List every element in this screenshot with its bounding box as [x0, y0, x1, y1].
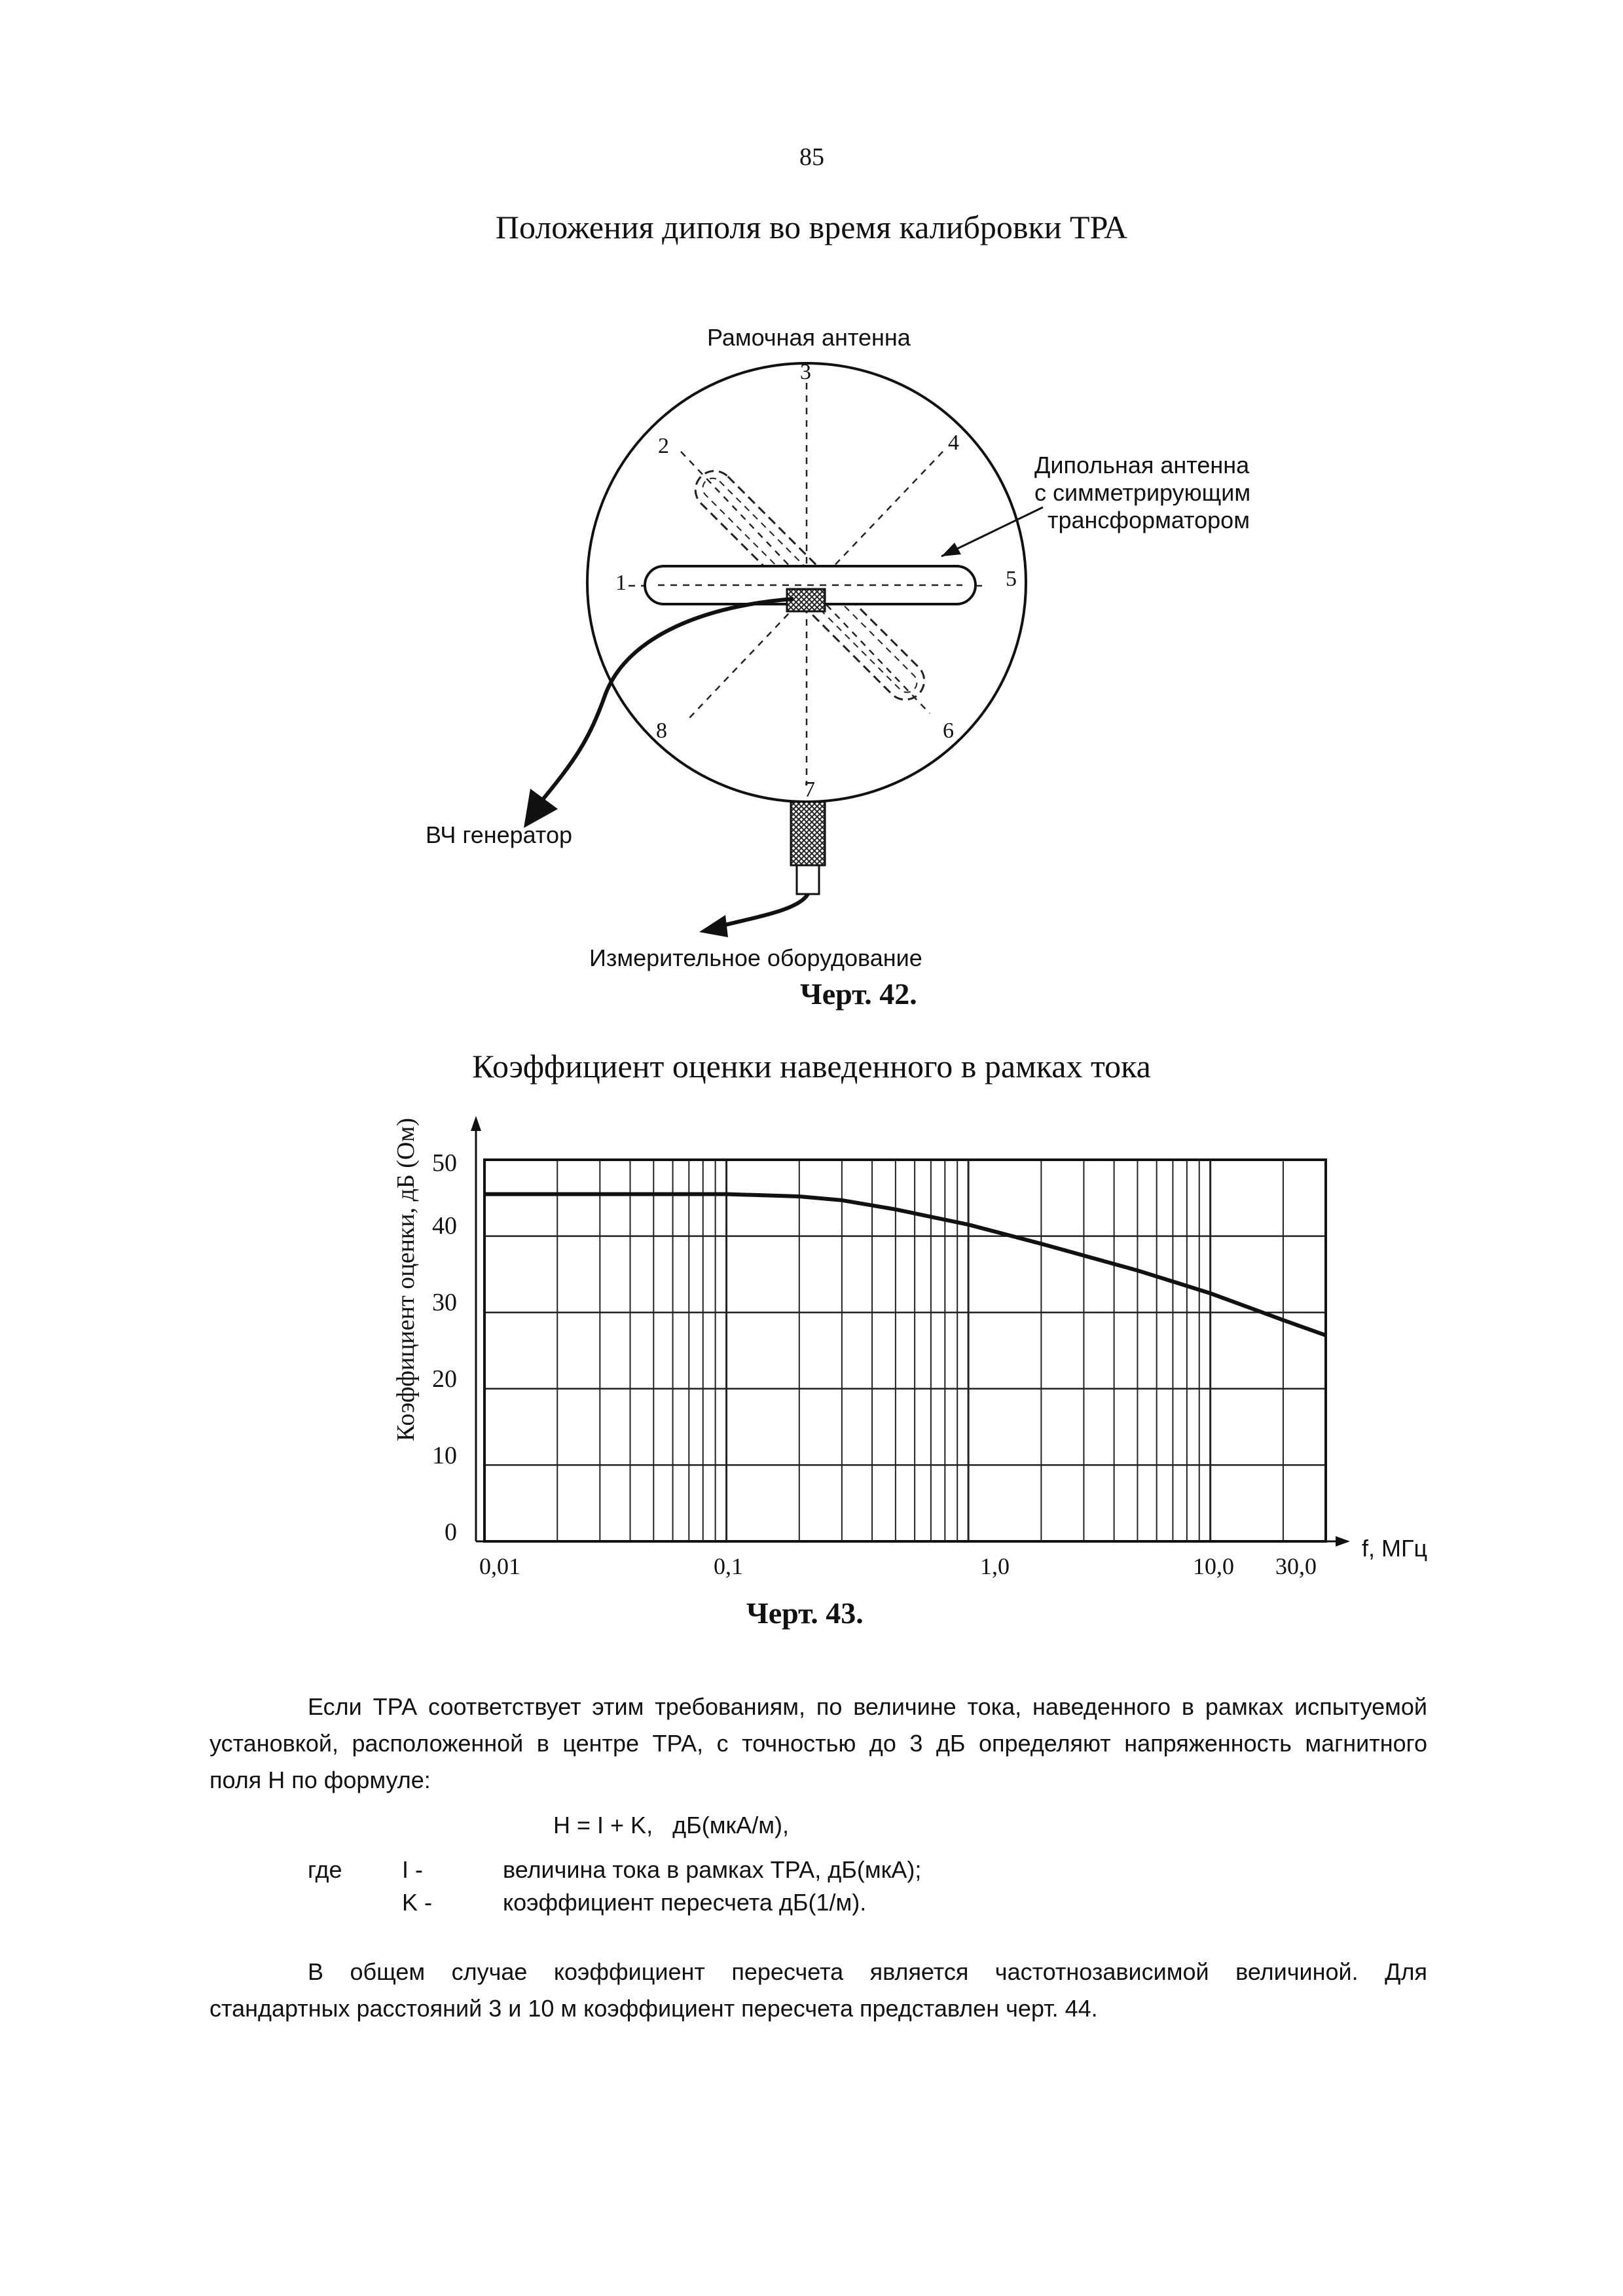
y-tick-10: 10 — [432, 1442, 457, 1469]
position-3: 3 — [800, 360, 811, 384]
figure-42-title: Положения диполя во время калибровки ТРА — [495, 209, 1128, 245]
position-1: 1 — [615, 571, 627, 595]
y-axis-label: Коэффициент оценки, дБ (Ом) — [392, 1117, 420, 1442]
x-tick-30-0: 30,0 — [1275, 1553, 1317, 1579]
x-tick-0-01: 0,01 — [479, 1553, 520, 1579]
figure-43-caption: Черт. 43. — [746, 1596, 864, 1630]
position-6: 6 — [943, 719, 954, 743]
x-tick-10-0: 10,0 — [1193, 1553, 1234, 1579]
page-number: 85 — [799, 143, 824, 171]
paragraph-1-line-2: установкой, расположенной в центре ТРА, с точностью до 3 дБ определяют напряженность магнитного — [210, 1730, 1427, 1757]
definition-symbol-k: K - — [402, 1889, 433, 1916]
definition-desc-i: величина тока в рамках ТРА, дБ(мкА); — [503, 1856, 922, 1883]
position-7: 7 — [804, 778, 815, 802]
formula: H = I + K, дБ(мкА/м), — [553, 1812, 789, 1839]
chart-grid — [484, 1160, 1326, 1541]
definition-symbol-i: I - — [402, 1856, 423, 1883]
paragraph-2-line-1: В общем случае коэффициент пересчета является частотнозависимой величиной. Для — [308, 1958, 1427, 1985]
position-5: 5 — [1006, 567, 1017, 591]
dipole-label-line-1: Дипольная антенна — [1034, 452, 1250, 478]
y-tick-50: 50 — [432, 1149, 457, 1177]
x-axis-label: f, МГц — [1362, 1535, 1428, 1562]
rf-generator-label: ВЧ генератор — [426, 821, 573, 848]
figure-42-caption: Черт. 42. — [800, 977, 917, 1011]
y-tick-30: 30 — [432, 1289, 457, 1316]
y-tick-0: 0 — [445, 1518, 457, 1546]
dipole-label-line-2: с симметрирующим — [1034, 479, 1251, 506]
loop-antenna-label: Рамочная антенна — [707, 324, 911, 351]
figure-43-title: Коэффициент оценки наведенного в рамках тока — [472, 1048, 1151, 1085]
where-label: где — [308, 1856, 342, 1883]
paragraph-1 — [210, 1689, 1427, 1799]
position-8: 8 — [656, 719, 667, 743]
x-tick-1-0: 1,0 — [980, 1553, 1010, 1579]
x-tick-0-1: 0,1 — [714, 1553, 743, 1579]
paragraph-1-line-1: Если ТРА соответствует этим требованиям, по величине тока, наведенного в рамках испытуемой — [308, 1693, 1427, 1720]
measurement-equipment-label: Измерительное оборудование — [589, 944, 922, 971]
position-4: 4 — [948, 431, 959, 455]
definition-desc-k: коэффициент пересчета дБ(1/м). — [503, 1889, 867, 1916]
y-tick-20: 20 — [432, 1365, 457, 1393]
dipole-label-line-3: трансформатором — [1048, 507, 1250, 533]
paragraph-2 — [210, 1954, 1427, 2027]
paragraph-2-line-2: стандартных расстояний 3 и 10 м коэффициент пересчета представлен черт. 44. — [210, 1995, 1098, 2022]
paragraph-1-line-3: поля Н по формуле: — [210, 1767, 431, 1793]
position-2: 2 — [658, 434, 669, 458]
y-tick-40: 40 — [432, 1212, 457, 1240]
